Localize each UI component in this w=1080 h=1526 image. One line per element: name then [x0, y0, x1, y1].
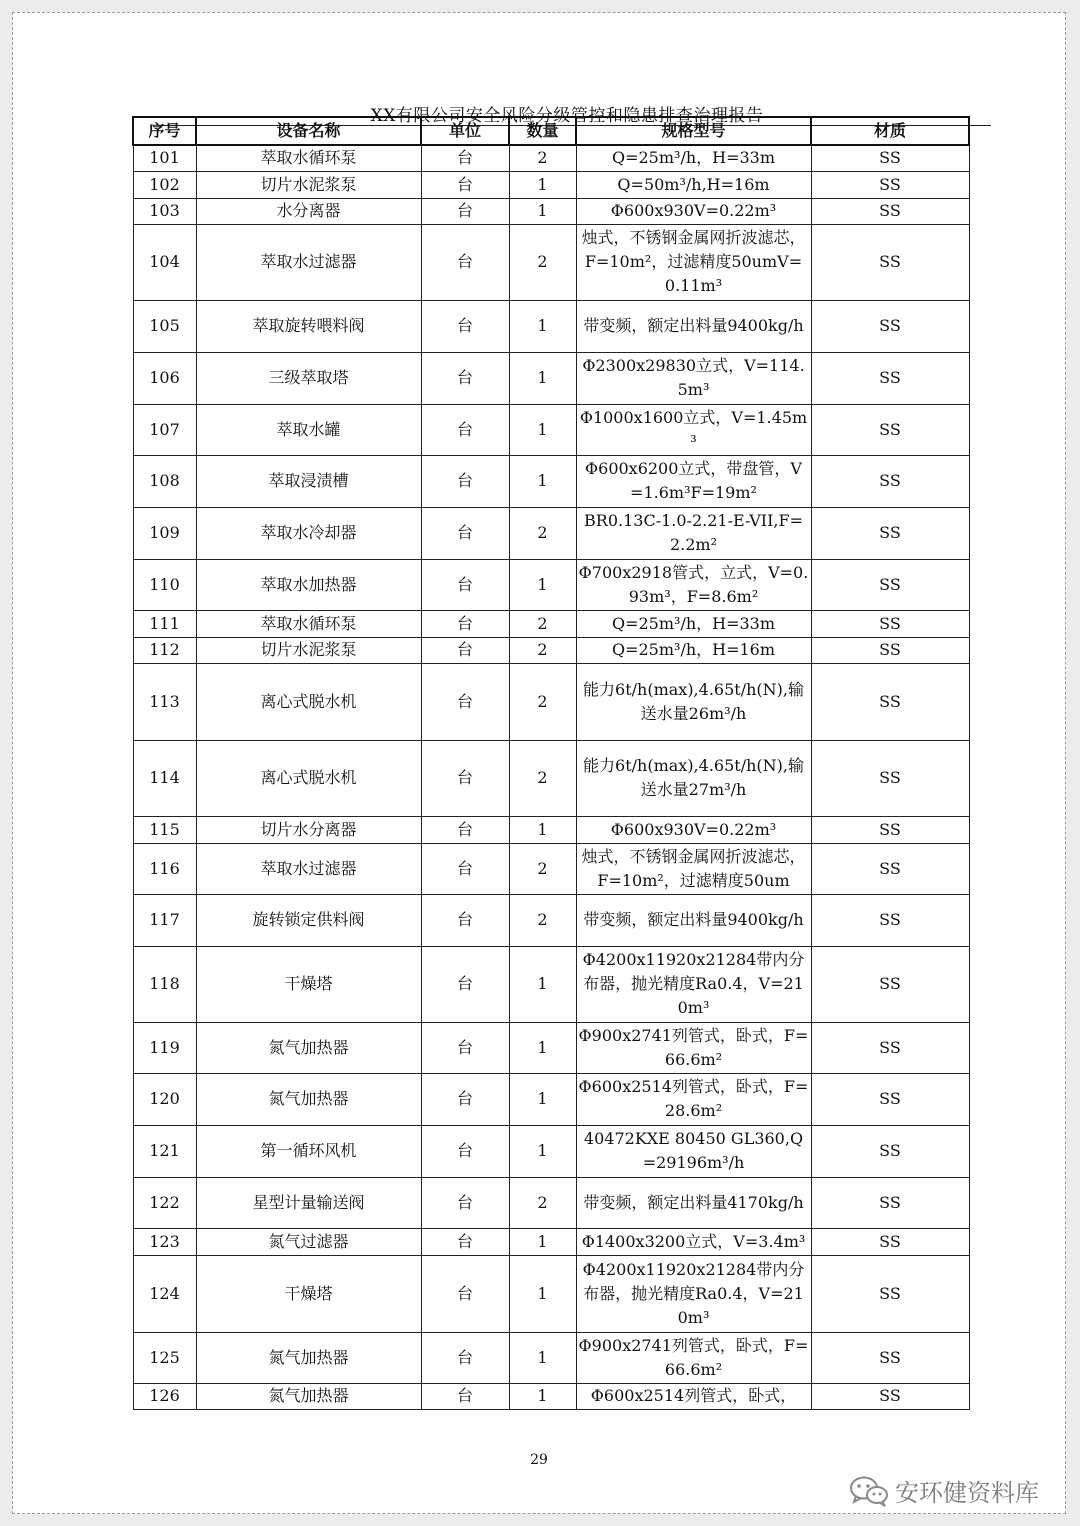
table-row: [133, 894, 969, 946]
table-row: [133, 843, 969, 894]
cell-qty: 2: [509, 224, 576, 300]
cell-material: SS: [811, 816, 969, 843]
table-row: [133, 663, 969, 740]
cell-material: SS: [811, 894, 969, 946]
cell-seq: 116: [133, 843, 196, 894]
cell-qty: 1: [509, 559, 576, 610]
cell-qty: 1: [509, 946, 576, 1022]
cell-name: 萃取水罐: [196, 404, 421, 455]
table-row: [133, 404, 969, 455]
cell-qty: 2: [509, 507, 576, 559]
cell-material: SS: [811, 1177, 969, 1228]
cell-material: SS: [811, 1073, 969, 1125]
cell-name: 旋转锁定供料阀: [196, 894, 421, 946]
table-row: [133, 198, 969, 224]
cell-qty: 2: [509, 894, 576, 946]
cell-seq: 107: [133, 404, 196, 455]
table-row: [133, 507, 969, 559]
cell-seq: 112: [133, 637, 196, 663]
page-number: 29: [530, 1452, 548, 1468]
cell-qty: 2: [509, 610, 576, 637]
cell-qty: 2: [509, 663, 576, 740]
table-row: [133, 816, 969, 843]
cell-unit: 台: [421, 1255, 509, 1332]
cell-material: SS: [811, 507, 969, 559]
cell-unit: 台: [421, 300, 509, 352]
cell-unit: 台: [421, 894, 509, 946]
cell-qty: 1: [509, 455, 576, 507]
cell-spec: Φ900x2741列管式，卧式，F=66.6m²: [576, 1022, 811, 1073]
cell-spec: Φ600x2514列管式，卧式，F=28.6m²: [576, 1073, 811, 1125]
cell-name: 氮气过滤器: [196, 1228, 421, 1255]
cell-spec: Φ1000x1600立式，V=1.45m³: [576, 404, 811, 455]
table-body: [133, 145, 969, 1409]
cell-spec: Φ600x930V=0.22m³: [576, 816, 811, 843]
cell-unit: 台: [421, 404, 509, 455]
cell-qty: 1: [509, 1228, 576, 1255]
cell-name: 氮气加热器: [196, 1332, 421, 1383]
cell-unit: 台: [421, 145, 509, 171]
cell-spec: 烛式，不锈钢金属网折波滤芯，F=10m²，过滤精度50um: [576, 843, 811, 894]
cell-spec: Q=25m³/h，H=33m: [576, 145, 811, 171]
cell-material: SS: [811, 1332, 969, 1383]
cell-spec: Φ4200x11920x21284带内分布器，抛光精度Ra0.4，V=210m³: [576, 1255, 811, 1332]
table-row: [133, 455, 969, 507]
cell-unit: 台: [421, 1177, 509, 1228]
cell-spec: Φ600x930V=0.22m³: [576, 198, 811, 224]
cell-seq: 113: [133, 663, 196, 740]
cell-material: SS: [811, 224, 969, 300]
cell-unit: 台: [421, 1125, 509, 1177]
cell-material: SS: [811, 300, 969, 352]
table-row: [133, 740, 969, 816]
cell-name: 萃取浸渍槽: [196, 455, 421, 507]
cell-qty: 1: [509, 1125, 576, 1177]
cell-material: SS: [811, 843, 969, 894]
cell-name: 萃取水加热器: [196, 559, 421, 610]
cell-qty: 1: [509, 171, 576, 198]
cell-qty: 2: [509, 1177, 576, 1228]
cell-unit: 台: [421, 559, 509, 610]
cell-material: SS: [811, 1125, 969, 1177]
cell-name: 萃取水过滤器: [196, 224, 421, 300]
cell-spec: 能力6t/h(max),4.65t/h(N),输送水量27m³/h: [576, 740, 811, 816]
cell-seq: 108: [133, 455, 196, 507]
cell-unit: 台: [421, 224, 509, 300]
table-row: [133, 559, 969, 610]
cell-spec: 40472KXE 80450 GL360,Q=29196m³/h: [576, 1125, 811, 1177]
cell-name: 萃取水过滤器: [196, 843, 421, 894]
cell-seq: 101: [133, 145, 196, 171]
cell-qty: 2: [509, 740, 576, 816]
cell-material: SS: [811, 1255, 969, 1332]
cell-unit: 台: [421, 171, 509, 198]
cell-name: 星型计量输送阀: [196, 1177, 421, 1228]
cell-qty: 1: [509, 1332, 576, 1383]
cell-unit: 台: [421, 1022, 509, 1073]
cell-spec: 烛式，不锈钢金属网折波滤芯，F=10m²，过滤精度50umV=0.11m³: [576, 224, 811, 300]
cell-seq: 121: [133, 1125, 196, 1177]
cell-seq: 126: [133, 1383, 196, 1409]
cell-material: SS: [811, 637, 969, 663]
header-spec: 规格型号: [576, 117, 811, 145]
cell-seq: 118: [133, 946, 196, 1022]
cell-seq: 117: [133, 894, 196, 946]
cell-qty: 1: [509, 352, 576, 404]
watermark: [849, 1473, 1039, 1508]
cell-material: SS: [811, 145, 969, 171]
table-row: [133, 1383, 969, 1409]
document-title: XX有限公司安全风险分级管控和隐患排查治理报告: [370, 106, 764, 126]
cell-seq: 111: [133, 610, 196, 637]
cell-material: SS: [811, 352, 969, 404]
cell-seq: 105: [133, 300, 196, 352]
cell-unit: 台: [421, 843, 509, 894]
header-name: 设备名称: [196, 117, 421, 145]
cell-spec: 带变频，额定出料量4170kg/h: [576, 1177, 811, 1228]
table-row: [133, 1125, 969, 1177]
cell-seq: 115: [133, 816, 196, 843]
cell-material: SS: [811, 1022, 969, 1073]
cell-spec: Φ900x2741列管式，卧式，F=66.6m²: [576, 1332, 811, 1383]
cell-name: 萃取水冷却器: [196, 507, 421, 559]
cell-material: SS: [811, 404, 969, 455]
cell-name: 切片水泥浆泵: [196, 171, 421, 198]
cell-unit: 台: [421, 740, 509, 816]
cell-material: SS: [811, 946, 969, 1022]
cell-qty: 1: [509, 1383, 576, 1409]
cell-material: SS: [811, 663, 969, 740]
cell-name: 萃取旋转喂料阀: [196, 300, 421, 352]
cell-seq: 120: [133, 1073, 196, 1125]
cell-material: SS: [811, 1228, 969, 1255]
cell-spec: Q=25m³/h，H=16m: [576, 637, 811, 663]
cell-spec: 带变频，额定出料量9400kg/h: [576, 300, 811, 352]
cell-qty: 1: [509, 300, 576, 352]
cell-unit: 台: [421, 198, 509, 224]
cell-unit: 台: [421, 637, 509, 663]
cell-unit: 台: [421, 1228, 509, 1255]
cell-unit: 台: [421, 1332, 509, 1383]
cell-qty: 2: [509, 843, 576, 894]
table-row: [133, 224, 969, 300]
cell-unit: 台: [421, 816, 509, 843]
header-seq: 序号: [133, 117, 196, 145]
header-unit: 单位: [421, 117, 509, 145]
cell-name: 氮气加热器: [196, 1022, 421, 1073]
cell-material: SS: [811, 171, 969, 198]
cell-spec: Φ600x2514列管式，卧式，: [576, 1383, 811, 1409]
cell-seq: 122: [133, 1177, 196, 1228]
cell-seq: 123: [133, 1228, 196, 1255]
equipment-table: [132, 116, 970, 1410]
cell-qty: 1: [509, 1073, 576, 1125]
cell-unit: 台: [421, 610, 509, 637]
cell-seq: 119: [133, 1022, 196, 1073]
cell-unit: 台: [421, 352, 509, 404]
table-row: [133, 1073, 969, 1125]
cell-qty: 1: [509, 404, 576, 455]
cell-material: SS: [811, 198, 969, 224]
table-row: [133, 610, 969, 637]
wechat-icon: [849, 1475, 889, 1507]
cell-name: 萃取水循环泵: [196, 145, 421, 171]
table-header-row: [133, 117, 969, 145]
cell-spec: 能力6t/h(max),4.65t/h(N),输送水量26m³/h: [576, 663, 811, 740]
cell-spec: Φ600x6200立式，带盘管，V=1.6m³F=19m²: [576, 455, 811, 507]
cell-name: 干燥塔: [196, 1255, 421, 1332]
table-row: [133, 1332, 969, 1383]
cell-qty: 2: [509, 637, 576, 663]
table-row: [133, 1177, 969, 1228]
cell-material: SS: [811, 740, 969, 816]
table-row: [133, 1022, 969, 1073]
cell-seq: 109: [133, 507, 196, 559]
cell-name: 三级萃取塔: [196, 352, 421, 404]
cell-seq: 125: [133, 1332, 196, 1383]
table-row: [133, 352, 969, 404]
cell-spec: Φ4200x11920x21284带内分布器，抛光精度Ra0.4，V=210m³: [576, 946, 811, 1022]
cell-unit: 台: [421, 1073, 509, 1125]
cell-material: SS: [811, 559, 969, 610]
cell-seq: 102: [133, 171, 196, 198]
cell-seq: 110: [133, 559, 196, 610]
cell-name: 第一循环风机: [196, 1125, 421, 1177]
table-row: [133, 300, 969, 352]
cell-qty: 1: [509, 1255, 576, 1332]
cell-qty: 1: [509, 198, 576, 224]
cell-name: 氮气加热器: [196, 1073, 421, 1125]
cell-spec: 带变频，额定出料量9400kg/h: [576, 894, 811, 946]
cell-seq: 106: [133, 352, 196, 404]
cell-name: 切片水分离器: [196, 816, 421, 843]
table-row: [133, 145, 969, 171]
cell-seq: 124: [133, 1255, 196, 1332]
cell-name: 切片水泥浆泵: [196, 637, 421, 663]
cell-material: SS: [811, 1383, 969, 1409]
header-material: 材质: [811, 117, 969, 145]
cell-material: SS: [811, 455, 969, 507]
table-row: [133, 946, 969, 1022]
cell-name: 离心式脱水机: [196, 740, 421, 816]
cell-spec: BR0.13C-1.0-2.21-E-VII,F=2.2m²: [576, 507, 811, 559]
table-row: [133, 637, 969, 663]
cell-material: SS: [811, 610, 969, 637]
cell-name: 萃取水循环泵: [196, 610, 421, 637]
cell-spec: Φ1400x3200立式，V=3.4m³: [576, 1228, 811, 1255]
cell-name: 氮气加热器: [196, 1383, 421, 1409]
cell-qty: 1: [509, 1022, 576, 1073]
cell-name: 干燥塔: [196, 946, 421, 1022]
cell-spec: Φ700x2918管式，立式，V=0.93m³，F=8.6m²: [576, 559, 811, 610]
cell-spec: Q=50m³/h,H=16m: [576, 171, 811, 198]
table-row: [133, 1228, 969, 1255]
table-row: [133, 171, 969, 198]
cell-seq: 103: [133, 198, 196, 224]
cell-unit: 台: [421, 663, 509, 740]
cell-unit: 台: [421, 1383, 509, 1409]
table-row: [133, 1255, 969, 1332]
cell-unit: 台: [421, 507, 509, 559]
cell-unit: 台: [421, 455, 509, 507]
cell-spec: Φ2300x29830立式，V=114.5m³: [576, 352, 811, 404]
cell-name: 离心式脱水机: [196, 663, 421, 740]
cell-qty: 1: [509, 816, 576, 843]
cell-qty: 2: [509, 145, 576, 171]
watermark-text: 安环健资料库: [895, 1479, 1039, 1507]
header-qty: 数量: [509, 117, 576, 145]
cell-name: 水分离器: [196, 198, 421, 224]
cell-unit: 台: [421, 946, 509, 1022]
cell-seq: 114: [133, 740, 196, 816]
cell-seq: 104: [133, 224, 196, 300]
cell-spec: Q=25m³/h，H=33m: [576, 610, 811, 637]
